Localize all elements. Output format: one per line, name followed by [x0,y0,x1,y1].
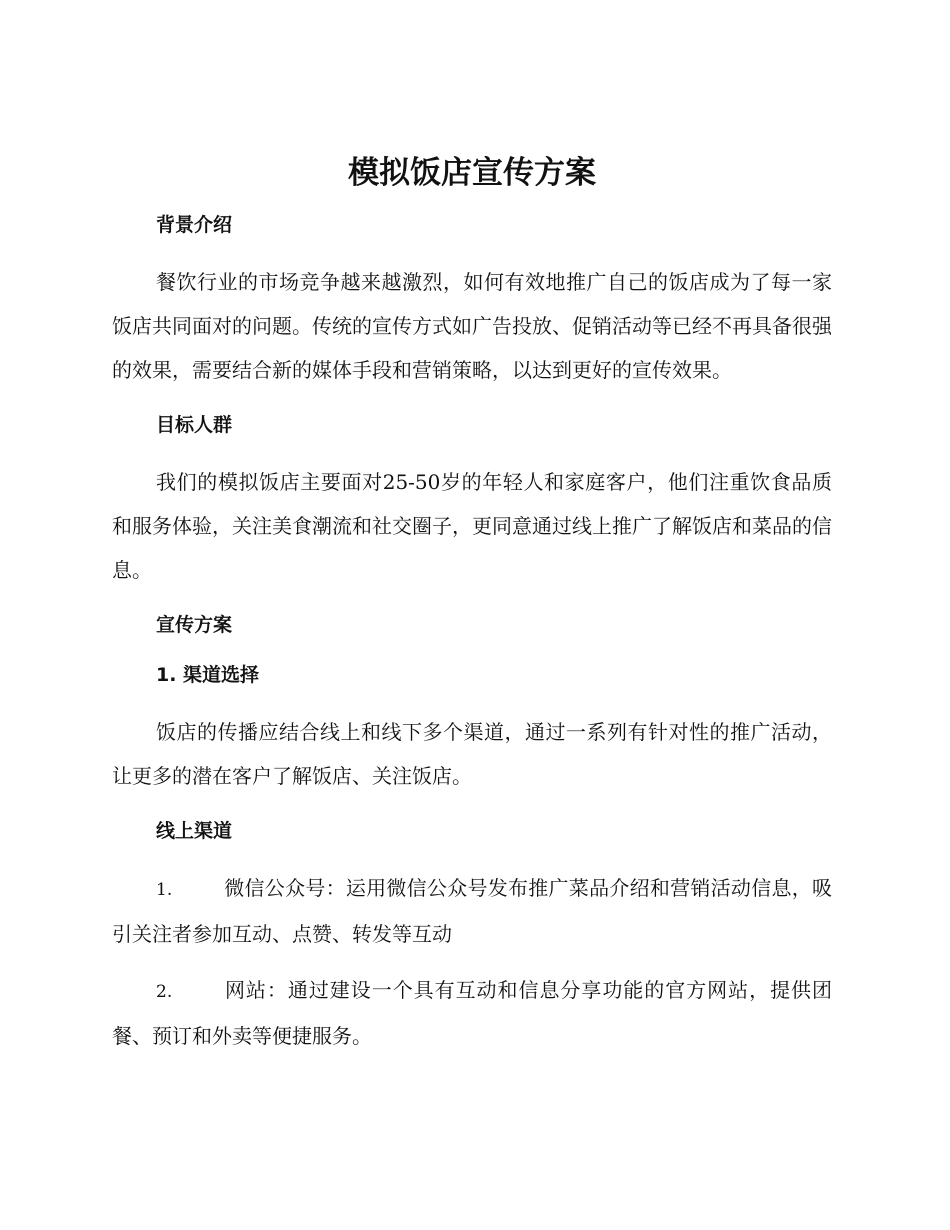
document-title: 模拟饭店宣传方案 [348,155,596,191]
spacer [112,440,832,460]
spacer [112,392,832,410]
subsection-heading-channel: 1. 渠道选择 [156,664,260,686]
list-item-number: 2. [156,982,173,1002]
subsection-heading-online: 线上渠道 [156,820,233,842]
spacer [112,198,832,210]
spacer [112,592,832,610]
spacer [112,956,832,968]
list-item [112,968,832,1058]
spacer [112,240,832,260]
paragraph-background: 餐饮行业的市场竞争越来越激烈，如何有效地推广自己的饭店成为了每一家饭店共同面对的问题。传统的宣传方式如广告投放、促销活动等已经不再具备很强的效果，需要结合新的媒体手段和营销策略，以达到更好的宣传效果。 [112,270,832,382]
section-heading-target: 目标人群 [156,414,233,436]
spacer [112,690,832,710]
document-page [112,148,832,1058]
spacer [112,798,832,816]
paragraph-target: 我们的模拟饭店主要面对25-50岁的年轻人和家庭客户，他们注重饮食品质和服务体验，关注美食潮流和社交圈子，更同意通过线上推广了解饭店和菜品的信息。 [112,470,832,582]
section-heading-plan: 宣传方案 [156,614,233,636]
list-item-text: 微信公众号：运用微信公众号发布推广菜品介绍和营销活动信息，吸引关注者参加互动、点赞、转发等互动 [112,876,832,946]
spacer [112,846,832,866]
list-item-text: 网站：通过建设一个具有互动和信息分享功能的官方网站，提供团餐、预订和外卖等便捷服务。 [112,978,832,1048]
paragraph-channel: 饭店的传播应结合线上和线下多个渠道，通过一系列有针对性的推广活动，让更多的潜在客户了解饭店、关注饭店。 [112,720,832,788]
section-heading-background: 背景介绍 [156,214,233,236]
list-item-number: 1. [156,880,173,900]
list-item [112,866,832,956]
spacer [112,640,832,660]
